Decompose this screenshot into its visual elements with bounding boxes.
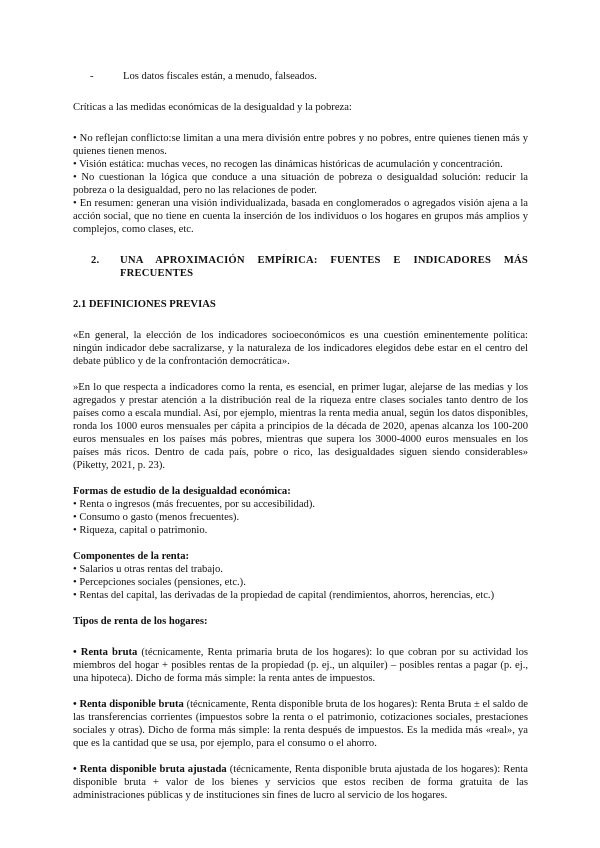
section-heading: [91, 254, 528, 280]
quote-paragraph: »En lo que respecta a indicadores como la renta, es esencial, en primer lugar, alejarse de las medias y los agregados y prestar atención a la distribución real de la riqueza entre clases sociales tanto dentro de los países como a escala mundial. Así, por ejemplo, mientras la renta media anual, según los datos disponibles, ronda los 1000 euros mensuales per cápita a principios de la década de 2020, apenas alcanza los 100-200 euros mensuales en los países más pobres, mientras que supera los 3000-4000 euros mensuales en los países más ricos. Dentro de cada país, pobre o rico, las desigualdades siguen siendo considerables» (Piketty, 2021, p. 23).: [73, 382, 528, 471]
critiques-list: [73, 132, 528, 236]
dash-list-item: [90, 70, 528, 83]
income-type-definition: (técnicamente, Renta disponible bruta ajustada de los hogares): Renta disponible bruta + valor de los bienes y servicios que estos reciben de forma gratuita de las administraciones públicas y de instituciones sin fines de lucro al servicio de los hogares.: [73, 764, 528, 801]
critique-item: • No cuestionan la lógica que conduce a una situación de pobreza o desigualdad solución: reducir la pobreza o la desigualdad, pero no las relaciones de poder.: [73, 172, 528, 196]
income-type-term: • Renta disponible bruta ajustada: [73, 764, 227, 775]
income-type-paragraph: [73, 698, 528, 750]
income-type-definition: (técnicamente, Renta primaria bruta de los hogares): lo que cobran por su actividad los miembros del hogar + posibles rentas de la propiedad (p. ej., un alquiler) – posibles rentas a pagar (p. ej., una hipoteca). Dicho de forma más simple: la renta antes de impuestos.: [73, 647, 528, 684]
forms-title: Formas de estudio de la desigualdad económica:: [73, 486, 291, 497]
critique-item: • En resumen: generan una visión individualizada, basada en conglomerados o agregados visión ajena a la acción social, que no tiene en cuenta la inserción de los individuos o los hogares en grupos más amplios y complejos, como clases, etc.: [73, 198, 528, 235]
critiques-title: Críticas a las medidas económicas de la desigualdad y la pobreza:: [73, 102, 352, 113]
income-type-paragraph: [73, 646, 528, 685]
components-item: • Salarios u otras rentas del trabajo.: [73, 564, 223, 575]
components-item: • Percepciones sociales (pensiones, etc.).: [73, 577, 246, 588]
income-type-term: • Renta bruta: [73, 647, 138, 658]
income-type-definition: (técnicamente, Renta disponible bruta de los hogares): Renta Bruta ± el saldo de las transferencias corrientes (impuestos sobre la renta o el patrimonio, cotizaciones sociales, prestaciones sociales y otras). Dicho de forma más simple: la renta después de impuestos. Es la medida más «real», ya que es la cantidad que se usa, por ejemplo, para el consumo o el ahorro.: [73, 699, 528, 749]
components-title: Componentes de la renta:: [73, 551, 190, 562]
forms-item: • Consumo o gasto (menos frecuentes).: [73, 512, 240, 523]
dash-bullet: -: [90, 71, 94, 82]
components-item: • Rentas del capital, las derivadas de la propiedad de capital (rendimientos, ahorros, herencias, etc.): [73, 590, 495, 601]
section-title: UNA APROXIMACIÓN EMPÍRICA: FUENTES E INDICADORES MÁS FRECUENTES: [120, 255, 528, 279]
income-type-paragraph: [73, 763, 528, 802]
forms-item: • Renta o ingresos (más frecuentes, por su accesibilidad).: [73, 499, 315, 510]
dash-item-text: Los datos fiscales están, a menudo, falseados.: [123, 71, 317, 82]
page-content: [73, 70, 528, 802]
subsection-heading: 2.1 DEFINICIONES PREVIAS: [73, 299, 216, 310]
income-type-term: • Renta disponible bruta: [73, 699, 184, 710]
critique-item: • Visión estática: muchas veces, no recogen las dinámicas históricas de acumulación y concentración.: [73, 159, 503, 170]
income-types-title: Tipos de renta de los hogares:: [73, 616, 208, 627]
components-block: [73, 550, 528, 602]
forms-item: • Riqueza, capital o patrimonio.: [73, 525, 208, 536]
quote-paragraph: «En general, la elección de los indicadores socioeconómicos es una cuestión eminentemente política: ningún indicador debe sacralizarse, y la naturaleza de los indicadores elegidos debe estar en el centro del debate público y de la confrontación democrática».: [73, 330, 528, 367]
critique-item: • No reflejan conflicto:se limitan a una mera división entre pobres y no pobres, entre quienes tienen más y quienes tienen menos.: [73, 133, 528, 157]
section-number: 2.: [91, 255, 100, 266]
forms-block: [73, 485, 528, 537]
